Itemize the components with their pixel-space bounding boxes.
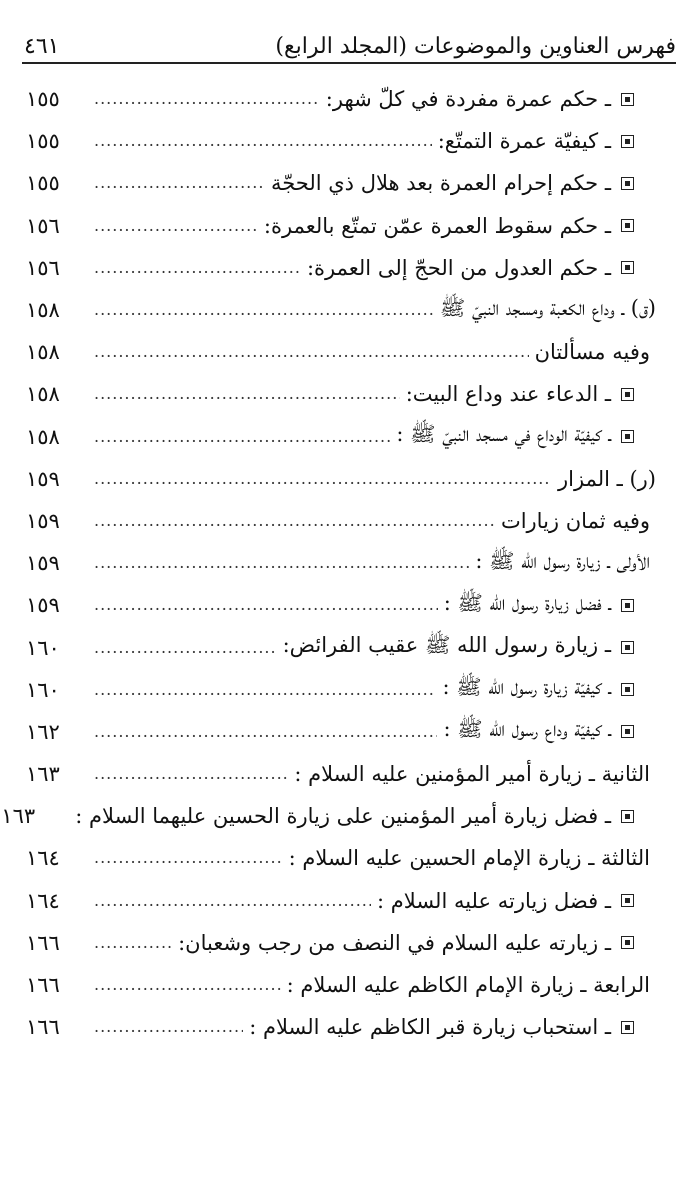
index-entry <box>26 162 656 204</box>
dot-leader <box>94 429 390 445</box>
page-header <box>24 28 676 64</box>
entry-page-number: ١٥٦ <box>26 255 60 280</box>
dot-leader <box>94 555 469 571</box>
entry-title: ـ زيارة رسول الله ﷺ عقيب الفرائض: <box>282 633 611 658</box>
index-entry <box>26 922 656 964</box>
square-bullet-icon <box>621 135 634 148</box>
entry-title: (ق) ـ وداع الكعبة ومسجد النبيّ ﷺ <box>439 295 656 320</box>
dot-leader <box>94 471 552 487</box>
index-entry <box>26 837 656 879</box>
dot-leader <box>94 218 258 234</box>
index-entry <box>26 500 656 542</box>
index-entry <box>26 753 656 795</box>
entry-page-number: ١٥٨ <box>26 340 60 365</box>
entry-title: ـ كيفيّة زيارة رسول الله ﷺ : <box>442 675 611 700</box>
entry-title: ـ كيفيّة وداع رسول الله ﷺ : <box>443 717 611 742</box>
page-number: ٤٦١ <box>24 33 60 59</box>
square-bullet-icon <box>621 894 634 907</box>
dot-leader <box>94 977 281 993</box>
entry-page-number: ١٦٤ <box>26 888 60 913</box>
index-entry <box>26 120 656 162</box>
entry-page-number: ١٦٠ <box>26 635 60 660</box>
dot-leader <box>94 133 432 149</box>
index-entry <box>26 78 656 120</box>
dot-leader <box>94 766 288 782</box>
entry-title: ـ فضل زيارة رسول الله ﷺ : <box>443 590 611 615</box>
index-entry <box>26 247 656 289</box>
index-entry <box>26 331 656 373</box>
index-entry <box>1 795 656 837</box>
entry-page-number: ١٦٦ <box>26 1015 60 1040</box>
square-bullet-icon <box>621 177 634 190</box>
square-bullet-icon <box>621 936 634 949</box>
index-entry <box>26 880 656 922</box>
dot-leader <box>94 682 436 698</box>
index-entry <box>26 416 656 458</box>
dot-leader <box>94 513 495 529</box>
square-bullet-icon <box>621 725 634 738</box>
index-entry <box>26 711 656 753</box>
entry-title: (ر) ـ المزار <box>558 466 656 491</box>
dot-leader <box>94 386 400 402</box>
dot-leader <box>94 724 437 740</box>
square-bullet-icon <box>621 261 634 274</box>
dot-leader <box>94 175 265 191</box>
entry-page-number: ١٥٩ <box>26 508 60 533</box>
dot-leader <box>94 260 301 276</box>
entry-title: ـ فضل زيارته عليه السلام : <box>377 888 611 913</box>
entry-page-number: ١٥٩ <box>26 551 60 576</box>
entry-page-number: ١٦٢ <box>26 719 60 744</box>
dot-leader <box>94 1019 243 1035</box>
dot-leader <box>94 935 172 951</box>
square-bullet-icon <box>621 430 634 443</box>
index-entry <box>26 458 656 500</box>
index-entry <box>26 1006 656 1048</box>
entry-page-number: ١٥٥ <box>26 87 60 112</box>
entry-title: ـ استحباب زيارة قبر الكاظم عليه السلام : <box>249 1015 611 1040</box>
index-entry <box>26 964 656 1006</box>
dot-leader <box>94 597 438 613</box>
entry-page-number: ١٥٩ <box>26 466 60 491</box>
dot-leader <box>94 302 434 318</box>
entry-page-number: ١٥٦ <box>26 213 60 238</box>
index-entry <box>26 669 656 711</box>
entry-page-number: ١٦٣ <box>1 804 36 829</box>
index-entry <box>26 289 656 331</box>
entry-page-number: ١٥٩ <box>26 593 60 618</box>
square-bullet-icon <box>621 810 634 823</box>
entry-title: ـ زيارته عليه السلام في النصف من رجب وشعبان: <box>178 930 611 955</box>
entry-page-number: ١٥٥ <box>26 171 60 196</box>
index-entry <box>26 584 656 626</box>
index-entry <box>26 373 656 415</box>
entry-page-number: ١٥٨ <box>26 298 60 323</box>
entry-title: وفيه ثمان زيارات <box>500 508 650 533</box>
dot-leader <box>94 640 277 656</box>
entry-title: ـ الدعاء عند وداع البيت: <box>405 382 611 407</box>
index-entry <box>26 626 656 668</box>
entry-title: ـ حكم سقوط العمرة عمّن تمتّع بالعمرة: <box>263 213 611 238</box>
entry-title: ـ فضل زيارة أمير المؤمنين على زيارة الحسين عليهما السلام : <box>75 804 611 829</box>
header-divider <box>22 62 676 64</box>
dot-leader <box>94 344 529 360</box>
dot-leader <box>94 91 320 107</box>
entry-title: ـ حكم إحرام العمرة بعد هلال ذي الحجّة <box>270 171 611 196</box>
dot-leader <box>94 850 283 866</box>
dot-leader <box>94 893 371 909</box>
entry-page-number: ١٦٣ <box>26 762 60 787</box>
entry-page-number: ١٥٥ <box>26 129 60 154</box>
entry-title: الرابعة ـ زيارة الإمام الكاظم عليه السلام : <box>286 973 650 998</box>
square-bullet-icon <box>621 599 634 612</box>
square-bullet-icon <box>621 219 634 232</box>
entry-title: الثانية ـ زيارة أمير المؤمنين عليه السلام : <box>294 762 650 787</box>
entry-page-number: ١٦٦ <box>26 973 60 998</box>
entry-title: ـ كيفيّة الوداع في مسجد النبيّ ﷺ : <box>396 422 611 447</box>
square-bullet-icon <box>621 683 634 696</box>
entry-page-number: ١٦٠ <box>26 677 60 702</box>
index-entry <box>26 542 656 584</box>
entry-page-number: ١٥٨ <box>26 382 60 407</box>
entry-title: ـ حكم عمرة مفردة في كلّ شهر: <box>325 87 611 112</box>
entry-title: الأولى ـ زيارة رسول الله ﷺ : <box>475 548 650 573</box>
square-bullet-icon <box>621 93 634 106</box>
square-bullet-icon <box>621 1021 634 1034</box>
entry-page-number: ١٦٤ <box>26 846 60 871</box>
entry-title: الثالثة ـ زيارة الإمام الحسين عليه السلام : <box>288 846 650 871</box>
entry-title: ـ حكم العدول من الحجّ إلى العمرة: <box>306 255 611 280</box>
index-list <box>1 78 656 1048</box>
square-bullet-icon <box>621 641 634 654</box>
running-title: فهرس العناوين والموضوعات (المجلد الرابع) <box>275 33 676 59</box>
index-entry <box>26 205 656 247</box>
square-bullet-icon <box>621 388 634 401</box>
entry-page-number: ١٥٨ <box>26 424 60 449</box>
entry-title: ـ كيفيّة عمرة التمتّع: <box>437 129 611 154</box>
entry-title: وفيه مسألتان <box>534 340 650 365</box>
entry-page-number: ١٦٦ <box>26 930 60 955</box>
